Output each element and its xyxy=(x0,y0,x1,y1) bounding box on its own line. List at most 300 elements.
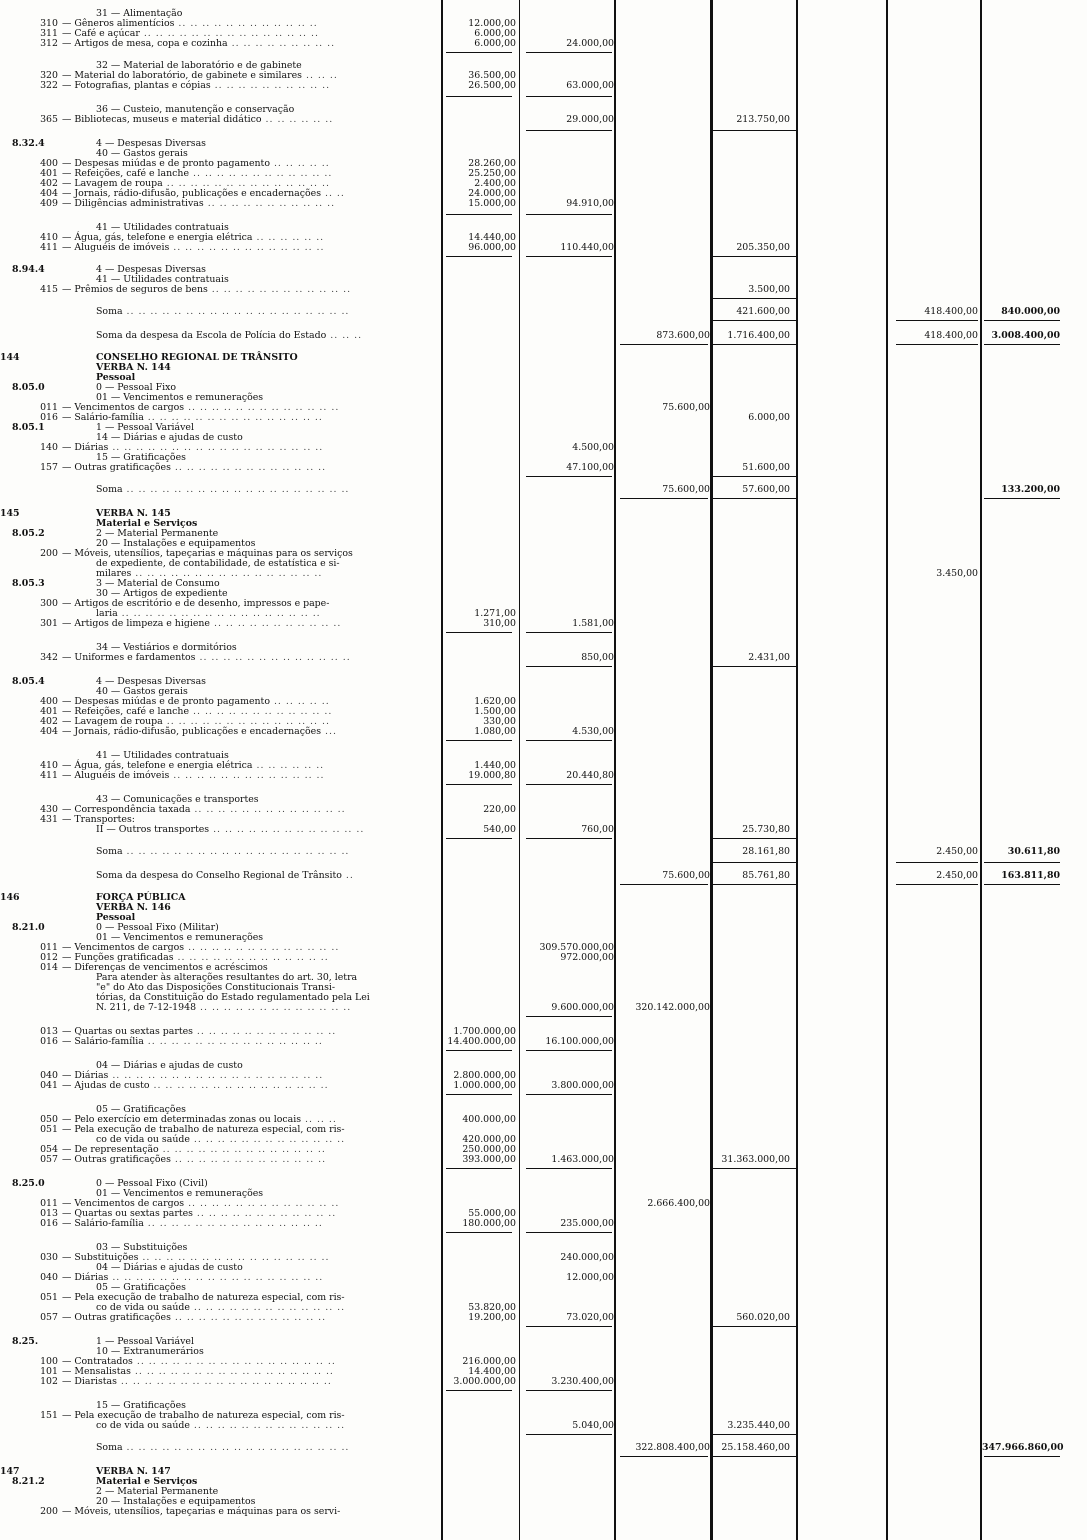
item-text: 04 — Diárias e ajudas de custo xyxy=(96,1060,243,1071)
budget-line xyxy=(0,242,1087,254)
item-text: — Quartas ou sextas partes xyxy=(62,1208,193,1219)
item-description xyxy=(62,1080,329,1091)
item-code: 057 xyxy=(40,1312,58,1323)
item-code: 051 xyxy=(40,1124,58,1135)
leader-dots: .. .. .. .. .. .. .. .. .. .. .. .. .. xyxy=(184,1198,340,1209)
amount-c3: 2.666.400,00 xyxy=(647,1198,710,1209)
item-text: 30 — Artigos de expediente xyxy=(96,588,228,599)
total-rule xyxy=(446,52,512,53)
amount-c4: 560.020,00 xyxy=(736,1312,790,1323)
amount-c2: 3.800.000,00 xyxy=(551,1080,614,1091)
item-text: Soma xyxy=(96,846,123,857)
amount-c1: 540,00 xyxy=(483,824,516,835)
item-text: 10 — Extranumerários xyxy=(96,1346,204,1357)
leader-dots: .. .. .. .. .. .. .. .. .. .. .. .. .. .. .. .. .. xyxy=(117,608,321,619)
item-text: Soma da despesa do Conselho Regional de Trânsito xyxy=(96,870,342,881)
total-rule xyxy=(896,320,978,321)
amount-c1: 53.820,00 xyxy=(468,1302,516,1313)
item-description xyxy=(96,1002,351,1013)
item-code: 101 xyxy=(40,1366,58,1377)
amount-c4: 51.600,00 xyxy=(742,462,790,473)
item-text: 36 — Custeio, manutenção e conservação xyxy=(96,104,295,115)
leader-dots: .. .. .. .. .. .. .. .. .. .. .. .. .. xyxy=(170,462,327,473)
leader-dots: .. .. .. .. .. .. xyxy=(261,114,334,125)
classification-code: 8.25.0 xyxy=(12,1178,45,1189)
amount-c1: 220,00 xyxy=(483,804,516,815)
amount-c4: 28.161,80 xyxy=(742,846,790,857)
amount-c2: 29.000,00 xyxy=(566,114,614,125)
item-code: 401 xyxy=(40,706,58,717)
item-description xyxy=(62,284,351,295)
item-text: — Correspondência taxada xyxy=(62,804,191,815)
amount-c5: 2.450,00 xyxy=(936,846,978,857)
item-code: 040 xyxy=(40,1070,58,1081)
item-text: — Uniformes e fardamentos xyxy=(62,652,196,663)
leader-dots: .. .. .. xyxy=(302,70,338,81)
budget-line xyxy=(0,1442,1087,1454)
amount-c4: 57.600,00 xyxy=(742,484,790,495)
amount-c4: 6.000,00 xyxy=(748,412,790,423)
amount-c1: 26.500,00 xyxy=(468,80,516,91)
total-rule xyxy=(984,320,1060,321)
item-text: — Diárias xyxy=(62,1272,109,1283)
total-rule xyxy=(446,632,512,633)
budget-line xyxy=(0,618,1087,630)
total-rule xyxy=(710,862,796,863)
amount-c1: 1.700.000,00 xyxy=(453,1026,516,1037)
total-rule xyxy=(710,884,796,885)
item-text: — Salário-família xyxy=(62,1036,144,1047)
leader-dots: .. .. .. .. .. .. .. .. .. .. .. .. .. .. .. xyxy=(143,412,323,423)
item-text: — Pelo exercício em determinadas zonas ou locais xyxy=(62,1114,302,1125)
budget-line xyxy=(0,1506,1087,1518)
amount-c1: 216.000,00 xyxy=(462,1356,516,1367)
item-description xyxy=(96,846,349,857)
amount-c1: 14.440,00 xyxy=(468,232,516,243)
amount-c2: 4.500,00 xyxy=(572,442,614,453)
amount-c1: 6.000,00 xyxy=(474,28,516,39)
leader-dots: .. .. .. .. .. .. .. .. .. .. .. .. .. .. .. xyxy=(143,1036,323,1047)
item-code: 100 xyxy=(40,1356,58,1367)
leader-dots: .. .. .. .. .. .. .. .. .. .. .. .. .. .. .. .. xyxy=(138,1252,330,1263)
amount-c6: 347.966.860,00 xyxy=(982,1442,1064,1453)
leader-dots: .. .. .. xyxy=(301,1114,337,1125)
item-text: II — Outros transportes xyxy=(96,824,210,835)
total-rule xyxy=(526,130,612,131)
budget-line xyxy=(0,114,1087,126)
amount-c5: 418.400,00 xyxy=(924,306,978,317)
amount-c1: 55.000,00 xyxy=(468,1208,516,1219)
item-text: co de vida ou saúde xyxy=(96,1420,190,1431)
classification-code: 8.05.4 xyxy=(12,676,45,687)
item-description xyxy=(62,1376,332,1387)
item-text: 1 — Pessoal Variável xyxy=(96,1336,194,1347)
budget-line xyxy=(0,1002,1087,1014)
total-rule xyxy=(526,784,612,785)
item-text: — Funções gratificadas xyxy=(62,952,174,963)
item-text: Soma da despesa da Escola de Polícia do Estado xyxy=(96,330,327,341)
leader-dots: .. xyxy=(341,870,354,881)
total-rule xyxy=(526,1168,612,1169)
item-code: 200 xyxy=(40,1506,58,1517)
leader-dots: .. .. .. .. .. .. .. .. .. .. .. .. .. .. .. .. .. .. xyxy=(108,1272,324,1283)
total-rule xyxy=(446,740,512,741)
item-text: — Quartas ou sextas partes xyxy=(62,1026,193,1037)
item-code: 102 xyxy=(40,1376,58,1387)
item-text: co de vida ou saúde xyxy=(96,1134,190,1145)
total-rule xyxy=(446,784,512,785)
amount-c2: 850,00 xyxy=(581,652,614,663)
amount-c3: 873.600,00 xyxy=(656,330,710,341)
item-text: — Despesas miúdas e de pronto pagamento xyxy=(62,158,270,169)
leader-dots: .. .. .. .. .. .. .. .. .. .. .. .. .. .. .. .. .. xyxy=(130,1366,334,1377)
total-rule xyxy=(620,344,708,345)
verba-number: 145 xyxy=(0,508,20,519)
item-text: 15 — Gratificações xyxy=(96,452,186,463)
leader-dots: .. .. .. .. .. .. .. .. .. .. .. .. .. xyxy=(173,952,329,963)
total-rule xyxy=(446,838,512,839)
amount-c2: 235.000,00 xyxy=(560,1218,614,1229)
item-text: — Diferenças de vencimentos e acréscimos xyxy=(62,962,268,973)
item-code: 050 xyxy=(40,1114,58,1125)
item-code: 410 xyxy=(40,760,58,771)
item-code: 402 xyxy=(40,178,58,189)
item-text: — Despesas miúdas e de pronto pagamento xyxy=(62,696,270,707)
budget-line xyxy=(0,1376,1087,1388)
item-code: 404 xyxy=(40,188,58,199)
amount-c4: 213.750,00 xyxy=(736,114,790,125)
total-rule xyxy=(710,130,796,131)
leader-dots: .. .. .. .. .. .. .. .. .. .. .. .. .. xyxy=(209,824,365,835)
verba-number: 146 xyxy=(0,892,20,903)
item-text: 4 — Despesas Diversas xyxy=(96,138,206,149)
item-text: — Vencimentos de cargos xyxy=(62,1198,185,1209)
item-code: 365 xyxy=(40,114,58,125)
total-rule xyxy=(446,214,512,215)
leader-dots: .. .. .. .. .. .. .. .. .. .. .. .. .. .. .. .. .. .. .. xyxy=(122,1442,350,1453)
budget-line xyxy=(0,462,1087,474)
item-description xyxy=(96,1442,349,1453)
item-description xyxy=(62,242,325,253)
item-code: 322 xyxy=(40,80,58,91)
item-text: 32 — Material de laboratório e de gabinete xyxy=(96,60,302,71)
leader-dots: .. .. .. .. .. .. .. .. .. .. .. .. .. .. .. xyxy=(139,28,319,39)
total-rule xyxy=(446,96,512,97)
item-text: — Pela execução de trabalho de natureza especial, com ris- xyxy=(62,1124,345,1135)
item-text: — Jornais, rádio-difusão, publicações e encadernações xyxy=(62,726,322,737)
item-description xyxy=(62,770,325,781)
amount-c2: 760,00 xyxy=(581,824,614,835)
item-code: 311 xyxy=(40,28,58,39)
total-rule xyxy=(526,1390,612,1391)
item-description xyxy=(96,1420,345,1431)
leader-dots: .. .. .. .. .. .. .. .. .. .. .. .. xyxy=(174,18,318,29)
total-rule xyxy=(710,666,796,667)
item-text: 31 — Alimentação xyxy=(96,8,183,19)
item-description xyxy=(62,1218,323,1229)
amount-c3: 75.600,00 xyxy=(662,484,710,495)
item-code: 431 xyxy=(40,814,58,825)
item-text: — Ajudas de custo xyxy=(62,1080,150,1091)
amount-c2: 4.530,00 xyxy=(572,726,614,737)
item-text: — Pela execução de trabalho de natureza especial, com ris- xyxy=(62,1410,345,1421)
classification-code: 8.25. xyxy=(12,1336,39,1347)
item-text: — Vencimentos de cargos xyxy=(62,942,185,953)
amount-c4: 25.158.460,00 xyxy=(721,1442,790,1453)
item-text: 41 — Utilidades contratuais xyxy=(96,274,229,285)
total-rule xyxy=(620,884,708,885)
total-rule xyxy=(710,1434,796,1435)
leader-dots: .. .. .. .. .. .. .. .. .. .. .. .. .. .. .. xyxy=(149,1080,329,1091)
total-rule xyxy=(984,862,1060,863)
item-text: — Pela execução de trabalho de natureza especial, com ris- xyxy=(62,1292,345,1303)
budget-line xyxy=(0,1154,1087,1166)
item-text: Material e Serviços xyxy=(96,1476,198,1487)
leader-dots: .. .. .. .. .. .. .. .. .. .. .. .. .. .. .. xyxy=(143,1218,323,1229)
budget-line xyxy=(0,1420,1087,1432)
item-code: 402 xyxy=(40,716,58,727)
item-description xyxy=(62,726,337,737)
leader-dots: .. .. .. .. .. .. .. .. .. .. .. .. .. xyxy=(189,1134,346,1145)
amount-c4: 31.363.000,00 xyxy=(721,1154,790,1165)
item-text: 01 — Vencimentos e remunerações xyxy=(96,392,264,403)
leader-dots: .. .. .. .. .. .. .. .. .. .. .. .. .. .. .. .. .. .. .. xyxy=(122,306,350,317)
item-text: 2 — Material Permanente xyxy=(96,1486,219,1497)
amount-c2: 972.000,00 xyxy=(560,952,614,963)
budget-line xyxy=(0,484,1087,496)
item-description xyxy=(96,870,354,881)
amount-c1: 36.500,00 xyxy=(468,70,516,81)
amount-c2: 12.000,00 xyxy=(566,1272,614,1283)
leader-dots: .. .. .. .. .. .. .. .. .. .. .. .. .. .. xyxy=(162,716,330,727)
item-code: 411 xyxy=(40,770,58,781)
leader-dots: .. .. .. .. .. .. .. .. .. .. .. .. .. .. .. .. .. .. xyxy=(116,1376,332,1387)
item-code: 041 xyxy=(40,1080,58,1091)
item-code: 054 xyxy=(40,1144,58,1155)
item-code: 404 xyxy=(40,726,58,737)
amount-c3: 320.142.000,00 xyxy=(635,1002,710,1013)
item-text: de expediente, de contabilidade, de estatística e si- xyxy=(96,558,340,569)
item-text: — Diárias xyxy=(62,1070,109,1081)
amount-c2: 240.000,00 xyxy=(560,1252,614,1263)
amount-c3: 75.600,00 xyxy=(662,870,710,881)
item-text: 0 — Pessoal Fixo xyxy=(96,382,177,393)
item-text: — Artigos de escritório e de desenho, impressos e pape- xyxy=(62,598,330,609)
verba-number: 144 xyxy=(0,352,20,363)
leader-dots: .. .. .. .. .. .. .. .. .. .. .. xyxy=(209,618,342,629)
item-text: — Substituições xyxy=(62,1252,139,1263)
item-text: — Água, gás, telefone e energia elétrica xyxy=(62,760,253,771)
item-code: 400 xyxy=(40,158,58,169)
item-code: 051 xyxy=(40,1292,58,1303)
amount-c6: 840.000,00 xyxy=(1001,306,1060,317)
item-text: 05 — Gratificações xyxy=(96,1282,186,1293)
item-text: 41 — Utilidades contratuais xyxy=(96,750,229,761)
amount-c4: 3.500,00 xyxy=(748,284,790,295)
amount-c1: 310,00 xyxy=(483,618,516,629)
leader-dots: .. .. .. .. .. .. .. .. .. .. .. .. .. .. xyxy=(158,1144,326,1155)
item-text: N. 211, de 7-12-1948 xyxy=(96,1002,197,1013)
item-code: 430 xyxy=(40,804,58,815)
amount-c1: 14.400.000,00 xyxy=(447,1036,516,1047)
item-text: 01 — Vencimentos e remunerações xyxy=(96,932,264,943)
item-text: — Lavagem de roupa xyxy=(62,178,163,189)
total-rule xyxy=(446,1232,512,1233)
item-text: — Vencimentos de cargos xyxy=(62,402,185,413)
amount-c1: 12.000,00 xyxy=(468,18,516,29)
amount-c1: 15.000,00 xyxy=(468,198,516,209)
item-text: — Móveis, utensílios, tapeçarias e máquinas para os servi- xyxy=(62,1506,341,1517)
item-code: 401 xyxy=(40,168,58,179)
item-code: 012 xyxy=(40,952,58,963)
item-text: Para atender às alterações resultantes do art. 30, letra xyxy=(96,972,358,983)
item-description xyxy=(62,1036,323,1047)
verba-number: 147 xyxy=(0,1466,20,1477)
amount-c2: 9.600.000,00 xyxy=(551,1002,614,1013)
item-text: 20 — Instalações e equipamentos xyxy=(96,538,256,549)
item-text: — Salário-família xyxy=(62,412,144,423)
item-code: 310 xyxy=(40,18,58,29)
amount-c2: 94.910,00 xyxy=(566,198,614,209)
item-text: tórias, da Constituição do Estado regulamentado pela Lei xyxy=(96,992,370,1003)
leader-dots: .. .. .. .. .. .. .. .. .. .. .. .. xyxy=(189,168,333,179)
item-text: VERBA N. 144 xyxy=(96,362,171,373)
budget-line xyxy=(0,846,1087,858)
item-code: 411 xyxy=(40,242,58,253)
leader-dots: .. .. .. xyxy=(326,330,363,341)
item-text: — Prêmios de seguros de bens xyxy=(62,284,208,295)
item-code: 016 xyxy=(40,1036,58,1047)
budget-line xyxy=(0,726,1087,738)
item-description xyxy=(62,652,351,663)
item-code: 016 xyxy=(40,412,58,423)
total-rule xyxy=(710,498,796,499)
leader-dots: .. .. .. .. .. .. .. .. .. .. .. .. .. .. xyxy=(162,178,330,189)
item-text: — Móveis, utensílios, tapeçarias e máquinas para os serviços xyxy=(62,548,353,559)
leader-dots: .. .. .. .. .. .. .. .. .. .. .. .. .. .. .. .. .. .. .. xyxy=(122,484,350,495)
total-rule xyxy=(984,1456,1060,1457)
item-text: 0 — Pessoal Fixo (Militar) xyxy=(96,922,219,933)
item-text: Soma xyxy=(96,1442,123,1453)
amount-c1: 2.400,00 xyxy=(474,178,516,189)
amount-c1: 330,00 xyxy=(483,716,516,727)
amount-c1: 1.080,00 xyxy=(474,726,516,737)
amount-c2: 1.463.000,00 xyxy=(551,1154,614,1165)
leader-dots: .. .. .. .. .. .. .. .. .. .. .. .. .. .. .. .. .. .. .. xyxy=(122,846,350,857)
item-text: Pessoal xyxy=(96,912,136,923)
item-text: Pessoal xyxy=(96,372,136,383)
leader-dots: .. .. .. .. .. .. .. .. .. .. .. .. .. xyxy=(170,1312,327,1323)
leader-dots: .. .. .. .. .. .. .. .. .. .. .. .. .. xyxy=(184,402,340,413)
classification-code: 8.05.0 xyxy=(12,382,45,393)
item-code: 200 xyxy=(40,548,58,559)
leader-dots: .. .. .. .. .. .. .. .. .. .. .. .. .. xyxy=(169,242,325,253)
total-rule xyxy=(710,344,796,345)
item-text: 43 — Comunicações e transportes xyxy=(96,794,259,805)
total-rule xyxy=(896,344,978,345)
amount-c1: 420.000,00 xyxy=(462,1134,516,1145)
leader-dots: .. .. .. .. .. .. .. .. .. .. .. .. .. xyxy=(196,1002,352,1013)
leader-dots: .. .. .. .. .. .. xyxy=(252,232,325,243)
item-code: 057 xyxy=(40,1154,58,1165)
item-text: — Diligências administrativas xyxy=(62,198,204,209)
amount-c2: 24.000,00 xyxy=(566,38,614,49)
item-description xyxy=(62,80,330,91)
amount-c2: 20.440,80 xyxy=(566,770,614,781)
total-rule xyxy=(710,476,796,477)
item-text: 40 — Gastos gerais xyxy=(96,686,188,697)
classification-code: 8.32.4 xyxy=(12,138,45,149)
item-code: 151 xyxy=(40,1410,58,1421)
leader-dots: .. .. .. .. .. .. xyxy=(252,760,325,771)
total-rule xyxy=(526,256,612,257)
leader-dots: .. .. .. .. .. .. .. .. .. .. .. .. .. xyxy=(170,1154,327,1165)
amount-c1: 393.000,00 xyxy=(462,1154,516,1165)
item-text: — Jornais, rádio-difusão, publicações e encadernações xyxy=(62,188,322,199)
item-description xyxy=(62,1154,326,1165)
budget-line xyxy=(0,1080,1087,1092)
total-rule xyxy=(526,52,612,53)
amount-c1: 96.000,00 xyxy=(468,242,516,253)
leader-dots: .. .. .. .. .. .. .. .. .. .. .. .. xyxy=(189,706,333,717)
total-rule xyxy=(526,740,612,741)
total-rule xyxy=(620,498,708,499)
amount-c4: 1.716.400,00 xyxy=(727,330,790,341)
amount-c2: 47.100,00 xyxy=(566,462,614,473)
budget-line xyxy=(0,652,1087,664)
item-text: laria xyxy=(96,608,118,619)
item-text: — De representação xyxy=(62,1144,159,1155)
total-rule xyxy=(526,476,612,477)
amount-c1: 6.000,00 xyxy=(474,38,516,49)
item-code: 342 xyxy=(40,652,58,663)
amount-c5: 3.450,00 xyxy=(936,568,978,579)
amount-c2: 63.000,00 xyxy=(566,80,614,91)
item-text: CONSELHO REGIONAL DE TRÂNSITO xyxy=(96,352,298,363)
total-rule xyxy=(710,1326,796,1327)
leader-dots: .. .. .. .. .. .. .. .. .. .. .. .. xyxy=(192,1026,337,1037)
classification-code: 8.05.3 xyxy=(12,578,45,589)
item-text: — Artigos de limpeza e higiene xyxy=(62,618,210,629)
leader-dots: .. .. .. .. .. .. .. .. .. .. .. .. .. xyxy=(169,770,325,781)
classification-code: 8.94.4 xyxy=(12,264,45,275)
item-code: 014 xyxy=(40,962,58,973)
total-rule xyxy=(710,298,796,299)
budget-line xyxy=(0,1036,1087,1048)
amount-c1: 28.260,00 xyxy=(468,158,516,169)
amount-c1: 1.440,00 xyxy=(474,760,516,771)
leader-dots: .. .. .. .. .. .. .. .. .. .. .. .. .. .. .. .. .. xyxy=(132,1356,336,1367)
total-rule xyxy=(984,344,1060,345)
amount-c1: 400.000,00 xyxy=(462,1114,516,1125)
amount-c1: 1.000.000,00 xyxy=(453,1080,516,1091)
total-rule xyxy=(526,1016,612,1017)
amount-c1: 25.250,00 xyxy=(468,168,516,179)
total-rule xyxy=(526,96,612,97)
leader-dots: .. .. .. .. .. .. .. .. .. .. .. .. .. xyxy=(184,942,340,953)
item-text: — Refeições, café e lanche xyxy=(62,168,190,179)
item-code: 030 xyxy=(40,1252,58,1263)
item-text: 4 — Despesas Diversas xyxy=(96,676,206,687)
item-description xyxy=(62,198,335,209)
budget-line xyxy=(0,1312,1087,1324)
leader-dots: .. .. .. .. .. .. .. .. .. .. .. .. .. xyxy=(190,804,346,815)
item-text: — Salário-família xyxy=(62,1218,144,1229)
item-text: — Bibliotecas, museus e material didático xyxy=(62,114,262,125)
item-text: 1 — Pessoal Variável xyxy=(96,422,194,433)
total-rule xyxy=(446,1390,512,1391)
leader-dots: .. .. .. .. .. xyxy=(269,158,330,169)
